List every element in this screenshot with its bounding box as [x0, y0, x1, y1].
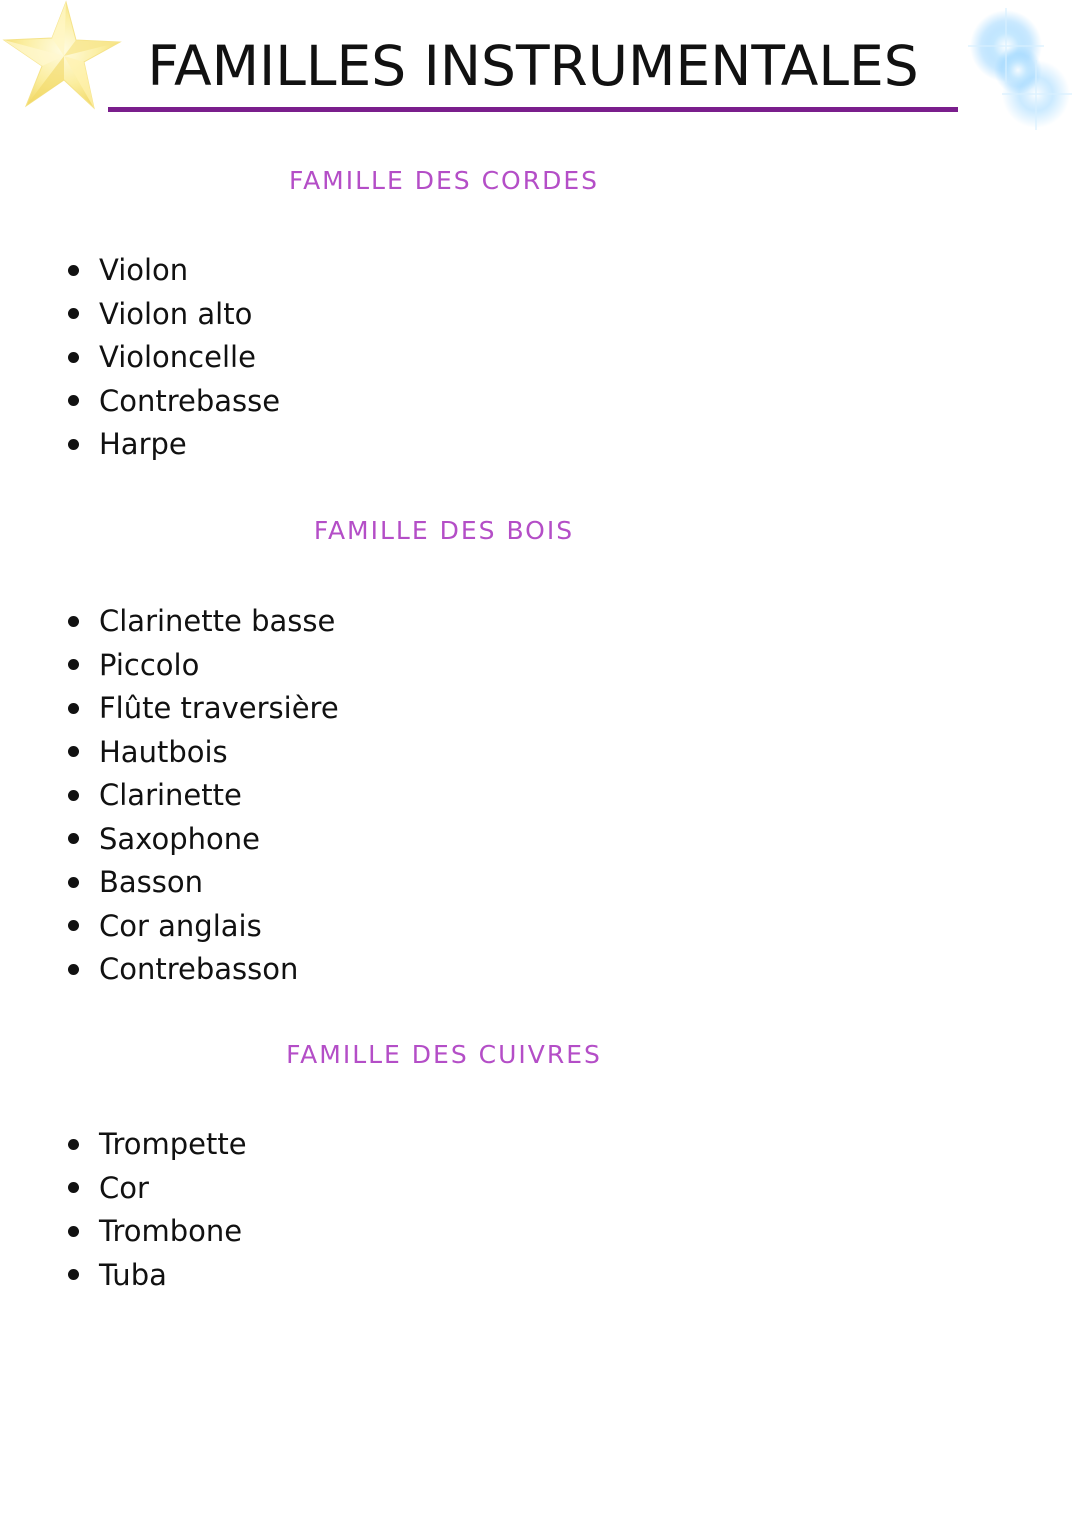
list-item [64, 731, 339, 775]
bullet-icon [68, 746, 79, 757]
list-item [64, 774, 339, 818]
list-item [64, 861, 339, 905]
bullet-icon [68, 790, 79, 801]
list-item-label: Tuba [99, 1257, 167, 1292]
list-item [64, 600, 339, 644]
list-item-label: Clarinette basse [99, 604, 336, 638]
bullet-icon [68, 1269, 79, 1280]
page-title: FAMILLES INSTRUMENTALES [147, 34, 919, 98]
list-item [64, 249, 280, 293]
list-item [64, 905, 339, 949]
list-item-label: Basson [99, 865, 204, 899]
list-item-label: Violon alto [99, 296, 253, 331]
list-item [64, 293, 280, 337]
list-cordes [64, 249, 280, 467]
bullet-icon [68, 920, 79, 931]
section-heading-bois: FAMILLE DES BOIS [313, 516, 575, 545]
list-item [64, 380, 280, 424]
star-icon [2, 0, 122, 112]
list-bois [64, 600, 339, 992]
bullet-icon [68, 703, 79, 714]
list-item [64, 1167, 247, 1211]
list-item-label: Flûte traversière [99, 691, 339, 725]
bullet-icon [68, 616, 79, 627]
list-item-label: Violon [99, 253, 189, 287]
sparkle-icon [948, 4, 1080, 136]
list-item-label: Trompette [99, 1127, 247, 1161]
bullet-icon [68, 964, 79, 975]
list-item [64, 687, 339, 731]
list-item-label: Piccolo [99, 647, 200, 682]
list-item-label: Harpe [99, 427, 187, 461]
bullet-icon [68, 1182, 79, 1193]
bullet-icon [68, 352, 79, 363]
bullet-icon [68, 659, 79, 670]
bullet-icon [68, 1139, 79, 1150]
list-item-label: Contrebasson [99, 952, 299, 986]
list-item-label: Cor anglais [99, 908, 262, 943]
list-item-label: Trombone [99, 1214, 243, 1248]
bullet-icon [68, 439, 79, 450]
list-item [64, 336, 280, 380]
bullet-icon [68, 877, 79, 888]
list-item-label: Violoncelle [99, 340, 256, 374]
list-item-label: Hautbois [99, 734, 228, 769]
list-item-label: Cor [99, 1170, 149, 1205]
list-item [64, 1210, 247, 1254]
list-cuivres [64, 1123, 247, 1297]
section-heading-cordes: FAMILLE DES CORDES [288, 166, 599, 195]
list-item [64, 1254, 247, 1298]
list-item [64, 1123, 247, 1167]
list-item [64, 644, 339, 688]
section-heading-cuivres: FAMILLE DES CUIVRES [286, 1040, 602, 1069]
bullet-icon [68, 833, 79, 844]
list-item-label: Saxophone [99, 821, 260, 856]
list-item [64, 818, 339, 862]
list-item [64, 948, 339, 992]
list-item [64, 423, 280, 467]
bullet-icon [68, 395, 79, 406]
title-underline [108, 107, 958, 112]
bullet-icon [68, 265, 79, 276]
list-item-label: Contrebasse [99, 383, 281, 418]
bullet-icon [68, 308, 79, 319]
list-item-label: Clarinette [99, 778, 242, 812]
bullet-icon [68, 1226, 79, 1237]
